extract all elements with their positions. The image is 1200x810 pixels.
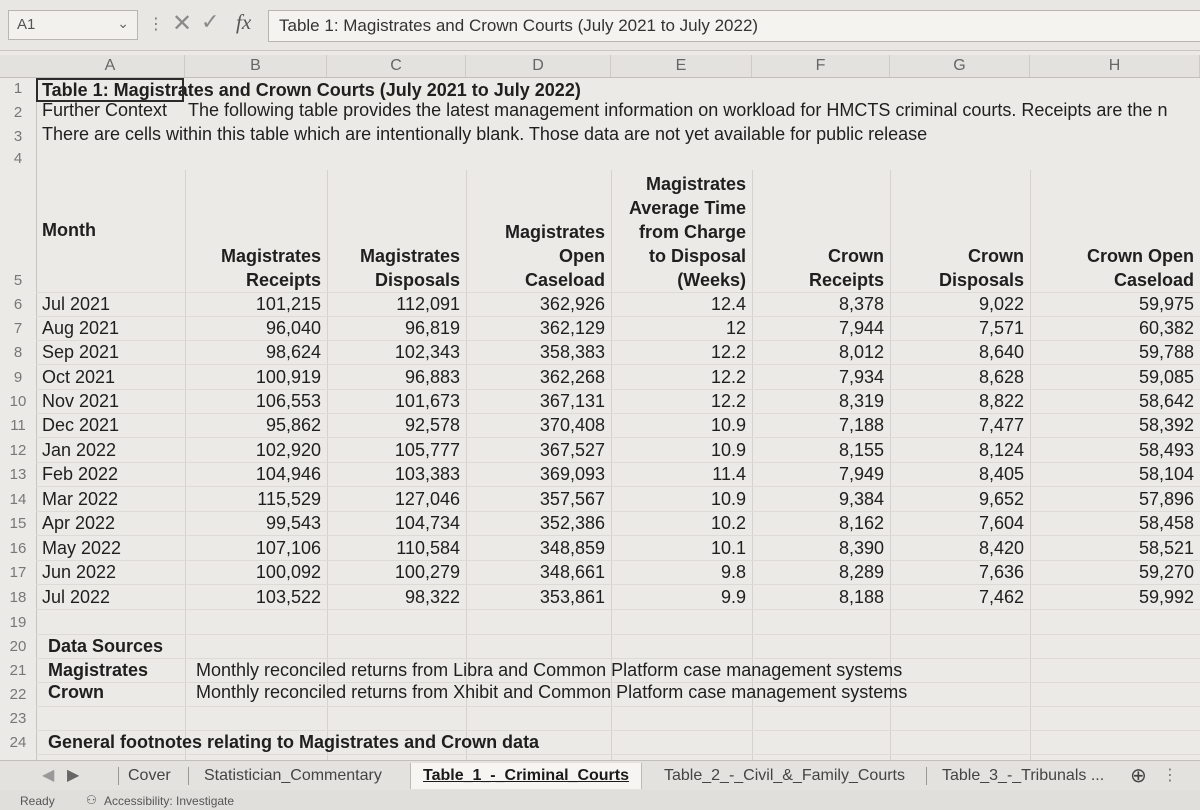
- value-cell: 12.4: [710, 294, 746, 314]
- more-options-icon[interactable]: ⋮: [148, 16, 164, 33]
- cancel-icon[interactable]: ✕: [172, 10, 193, 37]
- row-header-12[interactable]: 12: [9, 442, 27, 459]
- tab-table-1-criminal-courts[interactable]: Table_1_-_Criminal_Courts: [410, 763, 642, 789]
- value-cell: 362,268: [539, 367, 605, 387]
- month-cell: May 2022: [42, 538, 122, 558]
- status-accessibility[interactable]: Accessibility: Investigate: [104, 794, 235, 808]
- row-header-10[interactable]: 10: [9, 393, 27, 410]
- month-cell: Oct 2021: [42, 367, 116, 387]
- value-cell: 348,859: [539, 538, 605, 558]
- value-cell: 367,131: [539, 391, 605, 411]
- row-header-15[interactable]: 15: [9, 515, 27, 532]
- grid-hline: [36, 706, 1200, 707]
- enter-icon[interactable]: ✓: [201, 9, 220, 34]
- value-cell: 104,734: [394, 513, 460, 533]
- row-header-14[interactable]: 14: [9, 491, 27, 508]
- insert-function-icon[interactable]: fx: [236, 10, 252, 34]
- column-header-a[interactable]: A: [36, 55, 185, 77]
- row-header-13[interactable]: 13: [9, 466, 27, 483]
- value-cell: 115,529: [257, 489, 321, 509]
- column-header-h[interactable]: H: [1030, 55, 1200, 77]
- add-sheet-icon[interactable]: ⊕: [1130, 765, 1147, 787]
- row-header-7[interactable]: 7: [13, 320, 23, 337]
- active-cell-outline: [36, 78, 184, 102]
- value-cell: 10.2: [710, 513, 746, 533]
- value-cell: 367,527: [539, 440, 605, 460]
- value-cell: 58,104: [1138, 464, 1194, 484]
- value-cell: 96,040: [265, 318, 321, 338]
- row-header-3[interactable]: 3: [13, 128, 23, 145]
- column-header-label: Crown Receipts: [808, 246, 884, 290]
- header-month: Month: [42, 220, 96, 240]
- value-cell: 12.2: [710, 342, 746, 362]
- value-cell: 8,405: [978, 464, 1024, 484]
- value-cell: 7,949: [838, 464, 884, 484]
- value-cell: 353,861: [539, 587, 605, 607]
- column-header-label: Crown Open Caseload: [1087, 246, 1194, 290]
- row-header-20[interactable]: 20: [9, 638, 27, 655]
- status-bar: [0, 790, 1200, 810]
- context-text: The following table provides the latest management information on workload for HMCTS criminal courts. Receipts are the n: [188, 100, 1168, 120]
- column-header-label: Magistrates Disposals: [359, 246, 460, 290]
- value-cell: 8,378: [838, 294, 884, 314]
- value-cell: 8,628: [978, 367, 1024, 387]
- value-cell: 98,624: [265, 342, 321, 362]
- value-cell: 362,129: [539, 318, 605, 338]
- value-cell: 59,085: [1138, 367, 1194, 387]
- month-cell: Nov 2021: [42, 391, 120, 411]
- value-cell: 9,384: [838, 489, 884, 509]
- value-cell: 96,819: [404, 318, 460, 338]
- value-cell: 12.2: [710, 391, 746, 411]
- row-header-17[interactable]: 17: [9, 564, 27, 581]
- month-cell: Sep 2021: [42, 342, 120, 362]
- value-cell: 358,383: [539, 342, 605, 362]
- row-header-2[interactable]: 2: [13, 104, 23, 121]
- value-cell: 8,188: [838, 587, 884, 607]
- value-cell: 58,458: [1138, 513, 1194, 533]
- more-icon[interactable]: ⋮: [1162, 767, 1178, 784]
- value-cell: 8,289: [838, 562, 884, 582]
- name-box-value: A1: [17, 16, 36, 33]
- value-cell: 9.9: [720, 587, 746, 607]
- column-header-bar: [0, 55, 1200, 78]
- value-cell: 112,091: [396, 294, 460, 314]
- source-crown-label: Crown: [48, 682, 104, 702]
- month-cell: Jan 2022: [42, 440, 117, 460]
- column-header-g[interactable]: G: [890, 55, 1030, 77]
- value-cell: 58,493: [1138, 440, 1194, 460]
- value-cell: 8,155: [838, 440, 884, 460]
- value-cell: 92,578: [404, 415, 460, 435]
- value-cell: 8,640: [978, 342, 1024, 362]
- tab-separator: [926, 767, 927, 785]
- month-cell: Apr 2022: [42, 513, 116, 533]
- value-cell: 8,319: [838, 391, 884, 411]
- name-box[interactable]: [8, 10, 138, 40]
- value-cell: 357,567: [539, 489, 605, 509]
- tab-table-3-tribunals[interactable]: Table_3_-_Tribunals ...: [942, 767, 1105, 784]
- month-cell: Mar 2022: [42, 489, 119, 509]
- formula-input[interactable]: Table 1: Magistrates and Crown Courts (July 2021 to July 2022): [268, 10, 1200, 42]
- value-cell: 12.2: [710, 367, 746, 387]
- tab-table-2-civil-family-courts[interactable]: Table_2_-_Civil_&_Family_Courts: [664, 767, 905, 784]
- chevron-down-icon[interactable]: ⌄: [117, 15, 129, 31]
- value-cell: 98,322: [404, 587, 460, 607]
- column-header-c[interactable]: C: [327, 55, 466, 77]
- value-cell: 100,092: [255, 562, 321, 582]
- value-cell: 7,934: [838, 367, 884, 387]
- value-cell: 8,390: [838, 538, 884, 558]
- source-magistrates-label: Magistrates: [48, 660, 149, 680]
- value-cell: 370,408: [539, 415, 605, 435]
- data-sources-label: Data Sources: [48, 636, 164, 656]
- row-header-19[interactable]: 19: [9, 614, 27, 631]
- value-cell: 110,584: [396, 538, 460, 558]
- column-header-b[interactable]: B: [185, 55, 327, 77]
- tab-separator: [188, 767, 189, 785]
- row-header-4[interactable]: 4: [13, 150, 23, 167]
- row-header-22[interactable]: 22: [9, 686, 27, 703]
- row-header-23[interactable]: 23: [9, 710, 27, 727]
- value-cell: 8,822: [978, 391, 1024, 411]
- value-cell: 102,343: [394, 342, 460, 362]
- sheet-tab-bar: [0, 760, 1200, 791]
- column-header-label: Magistrates Average Time from Charge to Disposal (Weeks): [628, 174, 746, 290]
- column-header-label: Magistrates Receipts: [220, 246, 321, 290]
- value-cell: 11.4: [712, 464, 746, 484]
- value-cell: 10.9: [710, 415, 746, 435]
- value-cell: 7,604: [978, 513, 1024, 533]
- value-cell: 8,162: [838, 513, 884, 533]
- value-cell: 12: [725, 318, 746, 338]
- value-cell: 362,926: [539, 294, 605, 314]
- value-cell: 95,862: [265, 415, 321, 435]
- value-cell: 96,883: [404, 367, 460, 387]
- value-cell: 58,521: [1138, 538, 1194, 558]
- month-cell: Jun 2022: [42, 562, 117, 582]
- source-crown-text: Monthly reconciled returns from Xhibit and Common Platform case management systems: [196, 682, 908, 702]
- value-cell: 7,636: [978, 562, 1024, 582]
- column-header-label: Crown Disposals: [938, 246, 1024, 290]
- value-cell: 9.8: [720, 562, 746, 582]
- value-cell: 58,642: [1138, 391, 1194, 411]
- value-cell: 103,522: [255, 587, 321, 607]
- source-magistrates-text: Monthly reconciled returns from Libra and Common Platform case management systems: [196, 660, 903, 680]
- month-cell: Jul 2022: [42, 587, 111, 607]
- value-cell: 106,553: [255, 391, 321, 411]
- value-cell: 101,673: [394, 391, 460, 411]
- value-cell: 8,124: [978, 440, 1024, 460]
- grid-hline: [36, 634, 1200, 635]
- value-cell: 104,946: [255, 464, 321, 484]
- value-cell: 9,022: [978, 294, 1024, 314]
- column-header-d[interactable]: D: [466, 55, 611, 77]
- status-ready: Ready: [20, 794, 55, 808]
- value-cell: 100,919: [255, 367, 321, 387]
- grid-hline: [36, 754, 1200, 755]
- tab-cover[interactable]: Cover: [128, 767, 171, 784]
- value-cell: 369,093: [539, 464, 605, 484]
- value-cell: 59,270: [1138, 562, 1194, 582]
- value-cell: 100,279: [394, 562, 460, 582]
- value-cell: 107,106: [255, 538, 321, 558]
- tab-statistician-commentary[interactable]: Statistician_Commentary: [204, 767, 382, 784]
- next-sheet-icon[interactable]: ▶: [67, 767, 80, 784]
- row-header-8[interactable]: 8: [13, 344, 23, 361]
- value-cell: 59,992: [1138, 587, 1194, 607]
- value-cell: 8,420: [978, 538, 1024, 558]
- row-header-5[interactable]: 5: [13, 272, 23, 289]
- month-cell: Feb 2022: [42, 464, 119, 484]
- column-header-f[interactable]: F: [752, 55, 890, 77]
- value-cell: 60,382: [1138, 318, 1194, 338]
- value-cell: 58,392: [1138, 415, 1194, 435]
- row-header-1[interactable]: 1: [13, 80, 23, 97]
- row-header-9[interactable]: 9: [13, 369, 23, 386]
- value-cell: 105,777: [394, 440, 460, 460]
- column-header-e[interactable]: E: [611, 55, 752, 77]
- value-cell: 99,543: [265, 513, 321, 533]
- grid-hline: [36, 609, 1200, 610]
- value-cell: 10.9: [710, 489, 746, 509]
- value-cell: 7,477: [978, 415, 1024, 435]
- month-cell: Dec 2021: [42, 415, 120, 435]
- value-cell: 101,215: [255, 294, 321, 314]
- month-cell: Jul 2021: [42, 294, 111, 314]
- formula-bar: [0, 0, 1200, 51]
- month-cell: Aug 2021: [42, 318, 120, 338]
- value-cell: 57,896: [1138, 489, 1194, 509]
- value-cell: 9,652: [978, 489, 1024, 509]
- value-cell: 7,462: [978, 587, 1024, 607]
- value-cell: 59,788: [1138, 342, 1194, 362]
- value-cell: 127,046: [394, 489, 460, 509]
- value-cell: 352,386: [539, 513, 605, 533]
- value-cell: 8,012: [838, 342, 884, 362]
- footnotes-label: General footnotes relating to Magistrates and Crown data: [48, 732, 540, 752]
- value-cell: 102,920: [255, 440, 321, 460]
- value-cell: 348,661: [539, 562, 605, 582]
- value-cell: 59,975: [1138, 294, 1194, 314]
- context-label: Further Context: [42, 100, 168, 120]
- note-text: There are cells within this table which are intentionally blank. Those data are not yet available for public release: [42, 124, 928, 144]
- value-cell: 7,188: [838, 415, 884, 435]
- row-header-6[interactable]: 6: [13, 296, 23, 313]
- row-header-16[interactable]: 16: [9, 540, 27, 557]
- row-header-11[interactable]: 11: [10, 417, 26, 434]
- column-header-label: Magistrates Open Caseload: [504, 222, 605, 290]
- table-title: Table 1: Magistrates and Crown Courts (July 2021 to July 2022): [42, 80, 581, 100]
- accessibility-icon[interactable]: ⚇: [86, 793, 97, 807]
- value-cell: 10.9: [710, 440, 746, 460]
- row-header-24[interactable]: 24: [9, 734, 27, 751]
- row-header-21[interactable]: 21: [9, 662, 27, 679]
- value-cell: 7,571: [978, 318, 1024, 338]
- value-cell: 7,944: [838, 318, 884, 338]
- row-header-18[interactable]: 18: [9, 589, 27, 606]
- prev-sheet-icon[interactable]: ◀: [42, 767, 55, 784]
- value-cell: 10.1: [710, 538, 746, 558]
- value-cell: 103,383: [394, 464, 460, 484]
